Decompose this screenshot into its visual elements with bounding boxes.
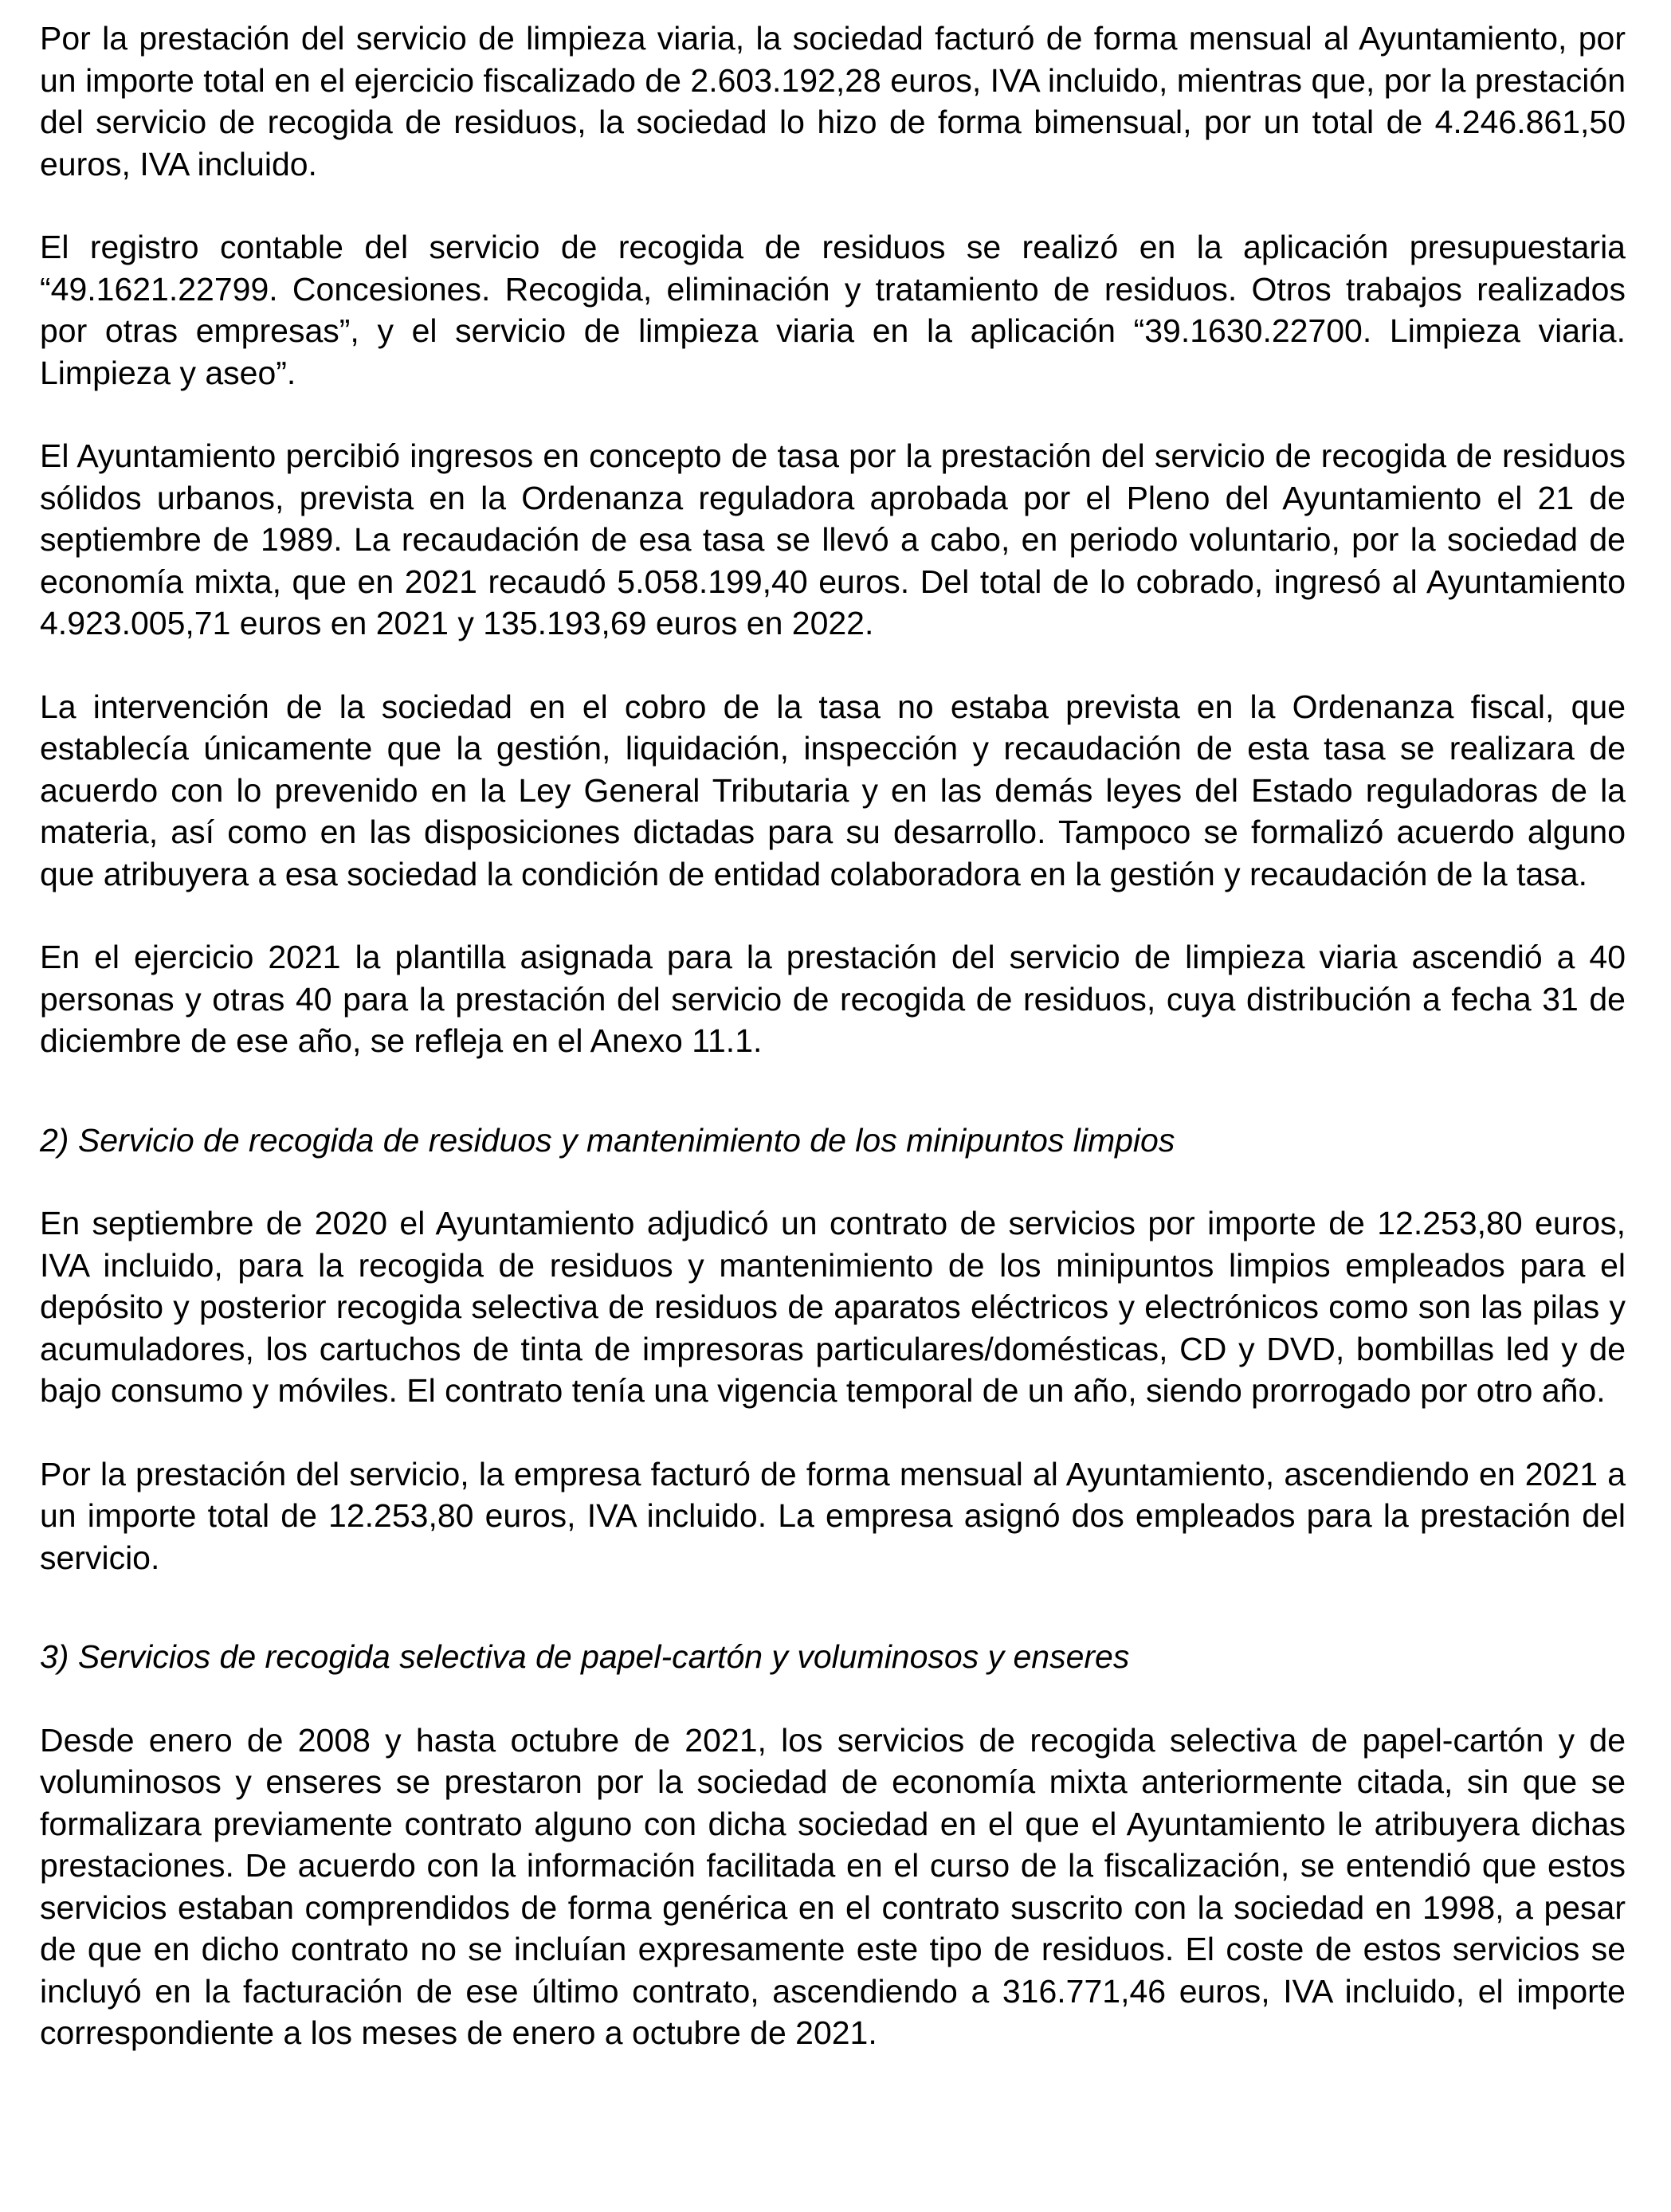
paragraph-billing-summary: Por la prestación del servicio de limpieza viaria, la sociedad facturó de forma mensual al Ayuntamiento, por un importe total en el ejercicio fiscalizado de 2.603.192,28 euros, IVA incluido, mientras que, por la prestación del servicio de recogida de residuos, la sociedad lo hizo de forma bimensual, por un total de 4.246.861,50 euros, IVA incluido. [40,20,1626,182]
paragraph-fee-collection: El Ayuntamiento percibió ingresos en concepto de tasa por la prestación del servicio de recogida de residuos sólidos urbanos, prevista en la Ordenanza reguladora aprobada por el Pleno del Ayuntamiento el 21 de septiembre de 1989. La recaudación de esa tasa se llevó a cabo, en periodo voluntario, por la sociedad de economía mixta, que en 2021 recaudó 5.058.199,40 euros. Del total de lo cobrado, ingresó al Ayuntamiento 4.923.005,71 euros en 2021 y 135.193,69 euros en 2022. [40,437,1626,641]
paragraph-minipuntos-contract: En septiembre de 2020 el Ayuntamiento adjudicó un contrato de servicios por importe de 12.253,80 euros, IVA incluido, para la recogida de residuos y mantenimiento de los minipuntos limpios empleados para el depósito y posterior recogida selectiva de residuos de aparatos eléctricos y electrónicos como son las pilas y acumuladores, los cartuchos de tinta de impresoras particulares/domésticas, CD y DVD, bombillas led y de bajo consumo y móviles. El contrato tenía una vigencia temporal de un año, siendo prorrogado por otro año. [40,1205,1626,1409]
paragraph-minipuntos-billing: Por la prestación del servicio, la empresa facturó de forma mensual al Ayuntamiento, ascendiendo en 2021 a un importe total de 12.253,80 euros, IVA incluido. La empresa asignó dos empleados para la prestación del servicio. [40,1455,1626,1576]
paragraph-selective-collection: Desde enero de 2008 y hasta octubre de 2021, los servicios de recogida selectiva de papel-cartón y de voluminosos y enseres se prestaron por la sociedad de economía mixta anteriormente citada, sin que se formalizara previamente contrato alguno con dicha sociedad en el que el Ayuntamiento le atribuyera dichas prestaciones. De acuerdo con la información facilitada en el curso de la fiscalización, se entendió que estos servicios estaban comprendidos de forma genérica en el contrato suscrito con la sociedad en 1998, a pesar de que en dicho contrato no se incluían expresamente este tipo de residuos. El coste de estos servicios se incluyó en la facturación de ese último contrato, ascendiendo a 316.771,46 euros, IVA incluido, el importe correspondiente a los meses de enero a octubre de 2021. [40,1721,1626,2051]
section-heading-3: 3) Servicios de recogida selectiva de papel-cartón y voluminosos y enseres [40,1638,1130,1675]
paragraph-staff: En el ejercicio 2021 la plantilla asignada para la prestación del servicio de limpieza viaria ascendió a 40 personas y otras 40 para la prestación del servicio de recogida de residuos, cuya distribución a fecha 31 de diciembre de ese año, se refleja en el Anexo 11.1. [40,939,1626,1059]
paragraph-accounting-record: El registro contable del servicio de recogida de residuos se realizó en la aplicación presupuestaria “49.1621.22799. Concesiones. Recogida, eliminación y tratamiento de residuos. Otros trabajos realizados por otras empresas”, y el servicio de limpieza viaria en la aplicación “39.1630.22700. Limpieza viaria. Limpieza y aseo”. [40,229,1626,391]
section-heading-2: 2) Servicio de recogida de residuos y mantenimiento de los minipuntos limpios [40,1121,1175,1159]
paragraph-company-intervention: La intervención de la sociedad en el cobro de la tasa no estaba prevista en la Ordenanza fiscal, que establecía únicamente que la gestión, liquidación, inspección y recaudación de esta tasa se realizara de acuerdo con lo prevenido en la Ley General Tributaria y en las demás leyes del Estado reguladoras de la materia, así como en las disposiciones dictadas para su desarrollo. Tampoco se formalizó acuerdo alguno que atribuyera a esa sociedad la condición de entidad colaboradora en la gestión y recaudación de la tasa. [40,688,1626,892]
document-page [40,18,1626,2096]
